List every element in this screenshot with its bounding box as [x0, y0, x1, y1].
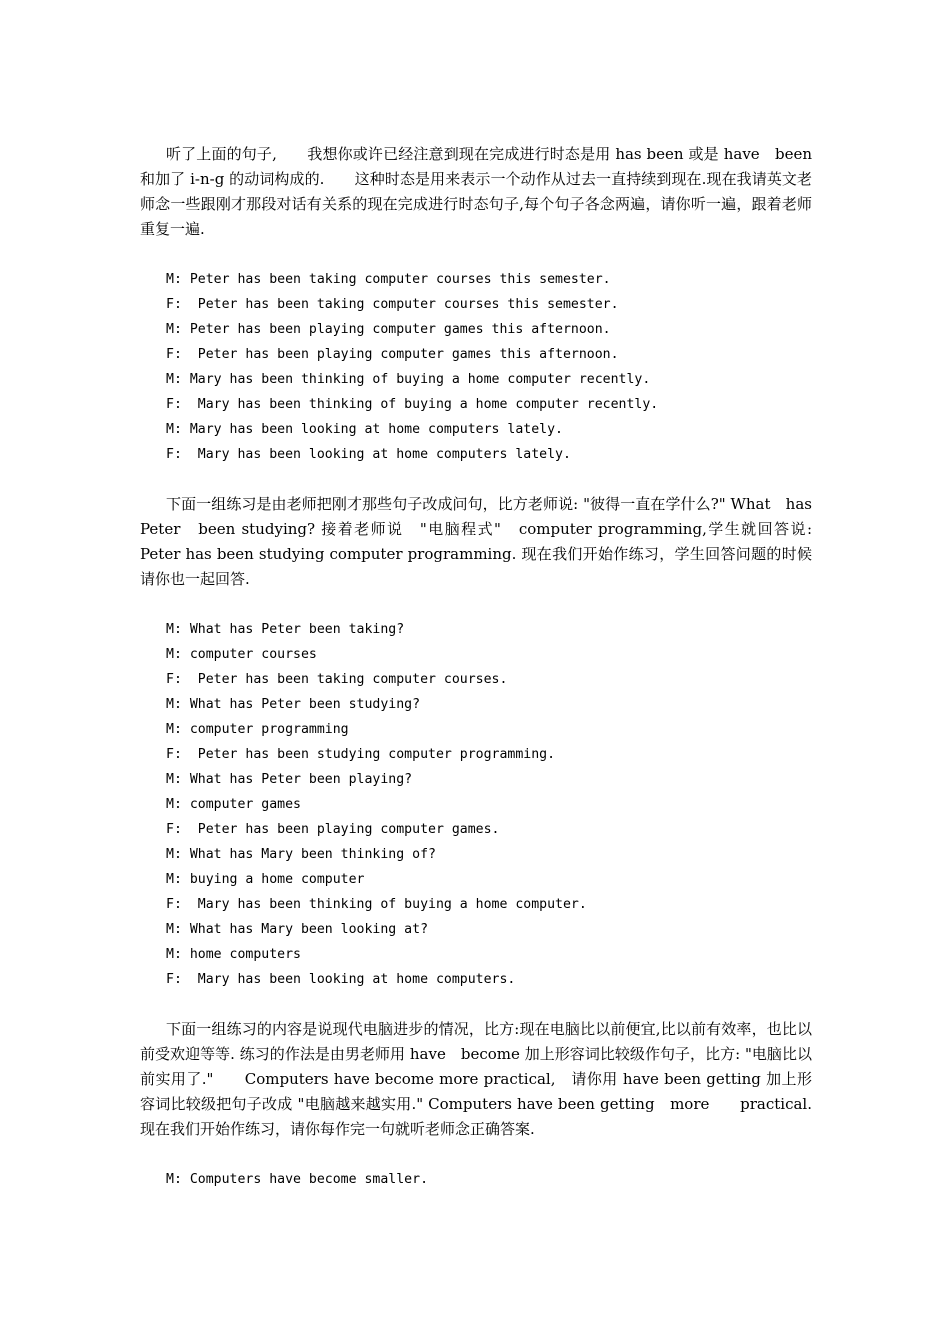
paragraph-comparative-drill: 下面一组练习的内容是说现代电脑进步的情况，比方:现在电脑比以前便宜,比以前有效率，也比以前受欢迎等等. 练习的作法是由男老师用 have become 加上形容词比较级作句子，比方: "电脑比以前实用了." Computers have become more practical, 请你用 have been getting 加上形容词比较级把句子改成 "电脑越来越实用." Computers have been getting more practical. 现在我们开始作练习，请你每作完一句就听老师念正确答案.	[140, 1020, 828, 1138]
dialogue-line: F: Mary has been looking at home computers lately.	[166, 447, 571, 462]
paragraph-intro: 听了上面的句子, 我想你或许已经注意到现在完成进行时态是用 has been 或是 have been 和加了 i-n-g 的动词构成的. 这种时态是用来表示一个动作从过去一直持续到现在.现在我请英文老师念一些跟刚才那段对话有关系的现在完成进行时态句子,每个句子各念两遍，请你听一遍，跟着老师重复一遍.	[140, 145, 812, 238]
dialogue-line: M: Peter has been taking computer courses this semester.	[166, 272, 611, 287]
spacer	[140, 1142, 812, 1167]
dialogue-line: F: Peter has been playing computer games.	[166, 822, 500, 837]
dialogue-line: M: home computers	[166, 947, 301, 962]
spacer	[140, 992, 812, 1017]
section-3	[140, 1017, 828, 1192]
dialogue-line: F: Peter has been playing computer games this afternoon.	[166, 347, 619, 362]
dialogue-line: M: What has Peter been studying?	[166, 697, 421, 712]
dialogue-list-2	[140, 617, 812, 992]
spacer	[140, 467, 812, 492]
dialogue-line: M: What has Peter been playing?	[166, 772, 413, 787]
dialogue-line: F: Mary has been thinking of buying a home computer recently.	[166, 397, 659, 412]
dialogue-line: F: Mary has been looking at home computers.	[166, 972, 516, 987]
dialogue-line: M: What has Peter been taking?	[166, 622, 405, 637]
section-2	[140, 492, 812, 992]
spacer	[140, 592, 812, 617]
document-page	[140, 142, 828, 1192]
dialogue-line: M: What has Mary been looking at?	[166, 922, 429, 937]
dialogue-line: M: computer games	[166, 797, 301, 812]
dialogue-list-3	[140, 1167, 812, 1192]
dialogue-line: F: Peter has been studying computer programming.	[166, 747, 556, 762]
dialogue-line: M: Mary has been looking at home computers lately.	[166, 422, 563, 437]
dialogue-line: M: buying a home computer	[166, 872, 365, 887]
dialogue-line: F: Peter has been taking computer courses.	[166, 672, 508, 687]
dialogue-line: M: computer courses	[166, 647, 317, 662]
dialogue-line: M: Mary has been thinking of buying a home computer recently.	[166, 372, 651, 387]
dialogue-line: F: Peter has been taking computer courses this semester.	[166, 297, 619, 312]
dialogue-line: M: What has Mary been thinking of?	[166, 847, 436, 862]
section-1	[140, 142, 812, 467]
dialogue-line: F: Mary has been thinking of buying a home computer.	[166, 897, 587, 912]
spacer	[140, 242, 812, 267]
dialogue-line: M: Peter has been playing computer games this afternoon.	[166, 322, 611, 337]
dialogue-line: M: Computers have become smaller.	[166, 1172, 429, 1187]
dialogue-list-1	[140, 267, 812, 467]
paragraph-question-drill: 下面一组练习是由老师把刚才那些句子改成问句，比方老师说: "彼得一直在学什么?" What has Peter been studying? 接着老师说 "电脑程式" computer programming,学生就回答说: Peter has been studying computer programming. 现在我们开始作练习，学生回答问题的时候请你也一起回答.	[140, 495, 812, 588]
dialogue-line: M: computer programming	[166, 722, 349, 737]
